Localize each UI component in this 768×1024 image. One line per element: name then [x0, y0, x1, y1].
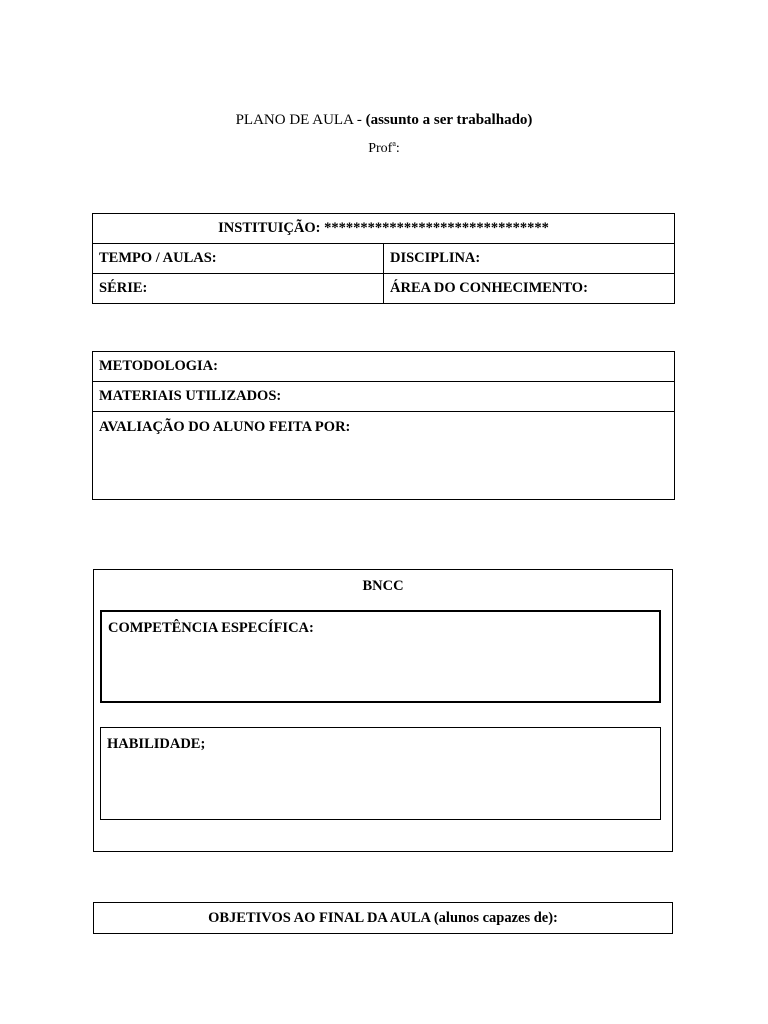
disciplina-cell: DISCIPLINA:: [384, 244, 675, 274]
bncc-box: [93, 569, 673, 852]
competencia-label: COMPETÊNCIA ESPECÍFICA:: [108, 620, 314, 636]
bncc-title: BNCC: [362, 578, 404, 594]
materiais-cell: MATERIAIS UTILIZADOS:: [93, 382, 675, 412]
teacher-label-superscript: a: [392, 139, 396, 148]
objetivos-box: [93, 902, 673, 934]
metodologia-cell: METODOLOGIA:: [93, 352, 675, 382]
tempo-aulas-cell: TEMPO / AULAS:: [93, 244, 384, 274]
info-table: [92, 213, 675, 304]
serie-cell: SÉRIE:: [93, 274, 384, 304]
page-title: [0, 112, 768, 129]
competencia-box: [100, 610, 661, 703]
institution-cell: INSTITUIÇÃO: *******************************: [93, 214, 675, 244]
teacher-line: [0, 139, 768, 157]
habilidade-label: HABILIDADE;: [107, 736, 206, 752]
teacher-label-colon: :: [395, 141, 400, 156]
objetivos-label: OBJETIVOS AO FINAL DA AULA (alunos capazes de):: [208, 909, 558, 926]
habilidade-box: [100, 727, 661, 820]
methodology-table: [92, 351, 675, 500]
teacher-label: Prof: [368, 141, 393, 156]
title-subtitle: (assunto a ser trabalhado): [365, 112, 533, 128]
title-main: PLANO DE AULA -: [235, 112, 362, 128]
area-conhecimento-cell: ÁREA DO CONHECIMENTO:: [384, 274, 675, 304]
avaliacao-cell: AVALIAÇÃO DO ALUNO FEITA POR:: [93, 412, 675, 500]
